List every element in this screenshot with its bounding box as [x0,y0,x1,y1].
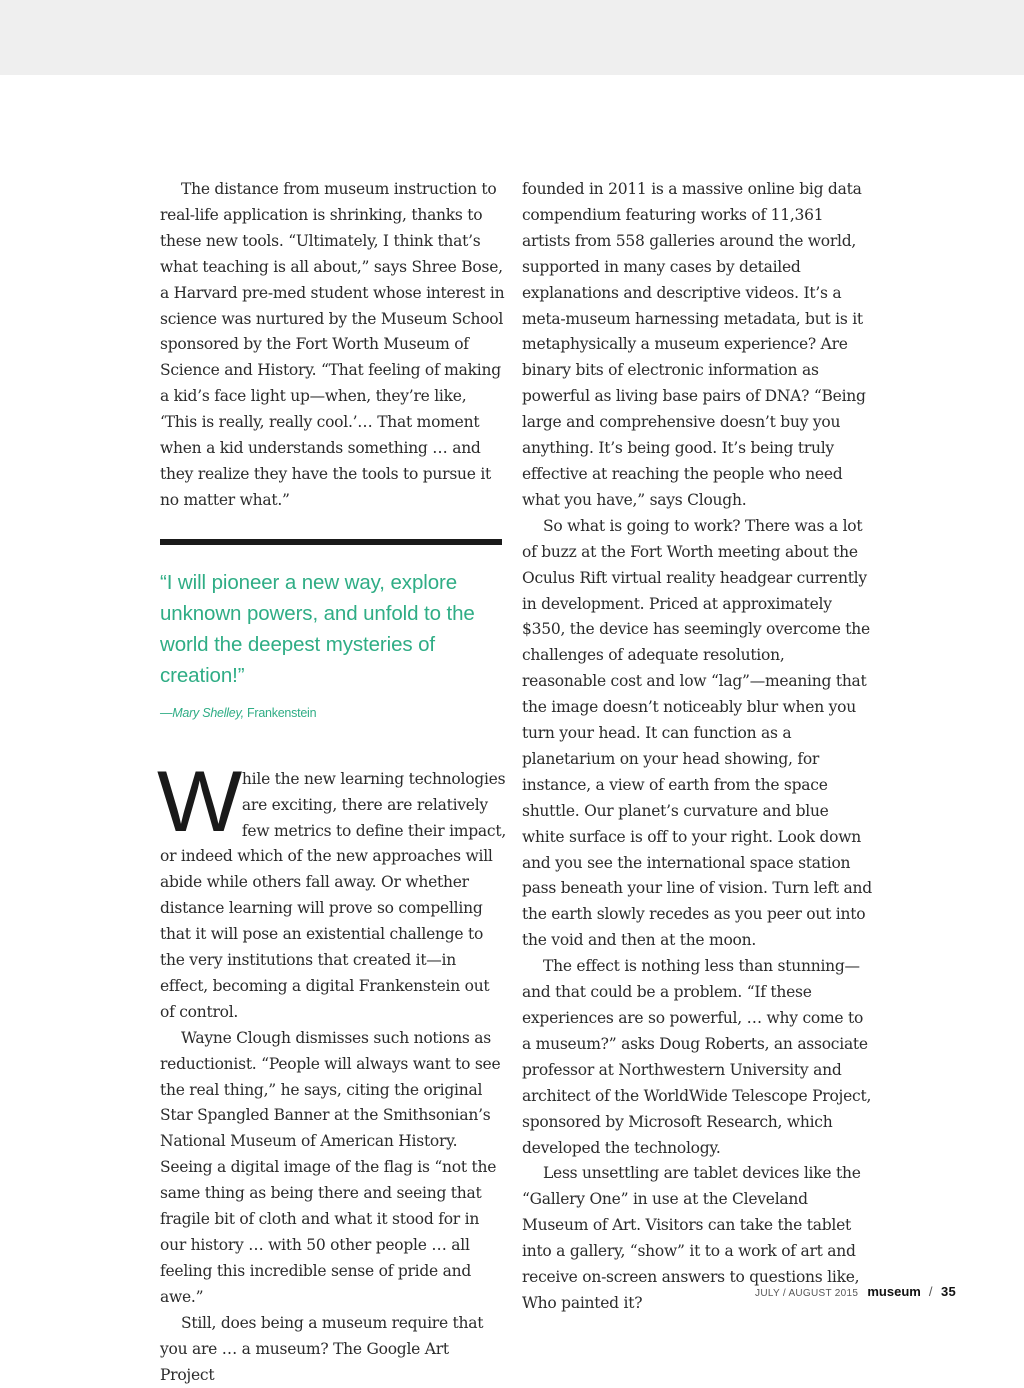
body-paragraph: The distance from museum instruction to real-life application is shrinking, thanks to these new tools. “Ultimately, I think that’s what teaching is all about,” says Shree Bose, a Harvard pre-med student whose interest in science was nurtured by the Museum School sponsored by the Fort Worth Museum of Science and History. “That feeling of making a kid’s face light up—when, they’re like, ‘This is really, really cool.’… That moment when a kid understands something … and they realize they have the tools to pursue it no matter what.” [160,180,505,509]
drop-cap: W [157,753,242,850]
left-column [157,177,506,1388]
section-start [157,753,506,1026]
body-paragraph: The effect is nothing less than stunning—and that could be a problem. “If these experiences are so powerful, … why come to a museum?” asks Doug Roberts, an associate professor at Northwestern University and architect of the WorldWide Telescope Project, sponsored by Microsoft Research, which developed the technology. [522,957,872,1157]
pull-quote-rule [160,539,502,545]
issue-date: JULY / AUGUST 2015 [755,1288,859,1299]
body-paragraph: Still, does being a museum require that you are … a museum? The Google Art Project [160,1313,484,1384]
body-paragraph: hile the new learning technologies are exciting, there are relatively few metrics to define their impact, or indeed which of the new approaches will abide while others fall away. Or whether distance learning will prove so compelling that it will pose an existential challenge to the very institutions that created it—in effect, becoming a digital Frankenstein out of control. [160,769,506,1021]
quote-author: —Mary Shelley, [160,705,244,720]
body-paragraph: founded in 2011 is a massive online big data compendium featuring works of 11,361 artists from 558 galleries around the world, supported in many cases by detailed explanations and descriptive videos. It’s a meta-museum harnessing metadata, but is it metaphysically a museum experience? Are binary bits of electronic information as powerful as living base pairs of DNA? “Being large and comprehensive doesn’t buy you anything. It’s being good. It’s being truly effective at reaching the people who need what you have,” says Clough. [522,180,866,509]
body-paragraph: So what is going to work? There was a lot of buzz at the Fort Worth meeting about the Oculus Rift virtual reality headgear currently in development. Priced at approximately $350, the device has seemingly overcome the challenges of adequate resolution, reasonable cost and low “lag”—meaning that the image doesn’t noticeably blur when you turn your head. It can function as a planetarium on your head showing, for instance, a view of earth from the space shuttle. Our planet’s curvature and blue white surface is off to your right. Look down and you see the international space station pass beneath your line of vision. Turn left and the earth slowly recedes as you peer out into the void and then at the moon. [522,516,872,950]
top-margin-band [0,0,1024,75]
page-number: 35 [940,1284,956,1299]
footer-separator: / [928,1284,933,1299]
pull-quote: “I will pioneer a new way, explore unknown powers, and unfold to the world the deepest mysteries of creation!” [160,570,475,687]
body-paragraph: Wayne Clough dismisses such notions as reductionist. “People will always want to see the real thing,” he says, citing the original Star Spangled Banner at the Smithsonian’s National Museum of American History. Seeing a digital image of the flag is “not the same thing as being there and seeing that fragile bit of cloth and what it stood for in our history … with 50 other people … all feeling this incredible sense of pride and awe.” [160,1028,501,1306]
right-column [522,177,872,1317]
pull-quote-attribution [160,701,506,727]
body-paragraph: Less unsettling are tablet devices like the “Gallery One” in use at the Cleveland Museum of Art. Visitors can take the tablet into a gallery, “show” it to a work of art and receive on-screen answers to questions like, Who painted it? [522,1164,861,1312]
quote-source: Frankenstein [247,705,317,720]
page-footer [755,1284,956,1299]
magazine-name: museum [867,1284,921,1299]
